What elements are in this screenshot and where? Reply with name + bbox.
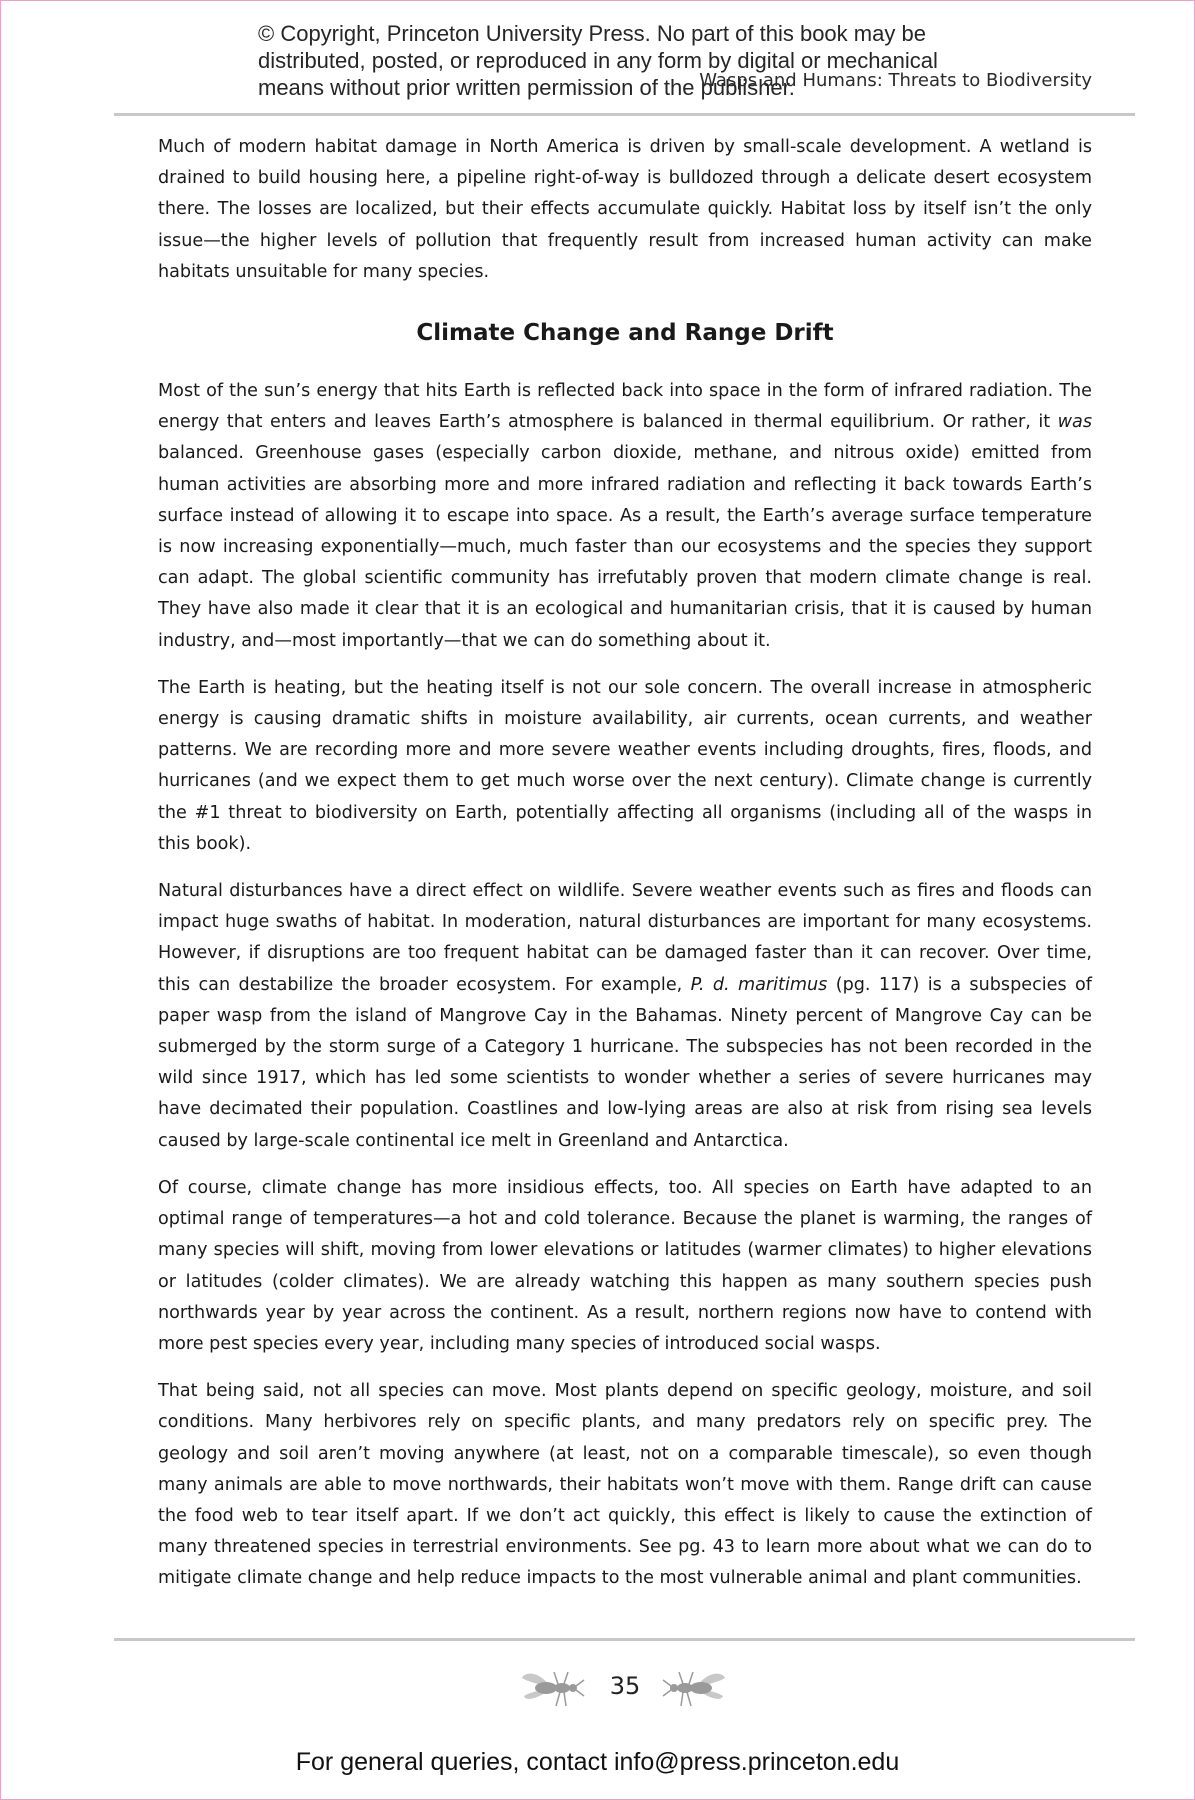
paragraph-text: (pg. 117) is a subspecies of paper wasp from the island of Mangrove Cay in the Bahamas. Ninety percent of Mangrove Cay can be submerged by the storm surge of a Category 1 hurricane. The subspecies has not been recorded in the wild since 1917, which has led some scientists to wonder whether a series of severe hurricanes may have decimated their population. Coastlines and low-lying areas are also at risk from rising sea levels caused by large-scale continental ice melt in Greenland and Antarctica. — [158, 974, 1092, 1151]
paragraph-heating: The Earth is heating, but the heating itself is not our sole concern. The overall increase in atmospheric energy is causing dramatic shifts in moisture availability, air currents, ocean currents, and weather patterns. We are recording more and more severe weather events including droughts, fires, floods, and hurricanes (and we expect them to get much worse over the next century). Climate change is currently the #1 threat to biodiversity on Earth, potentially affecting all organisms (including all of the wasps in this book). — [158, 677, 1092, 854]
body-text — [158, 132, 1092, 1611]
species-name: P. d. maritimus — [690, 974, 828, 995]
contact-line: For general queries, contact info@press.princeton.edu — [295, 1748, 900, 1776]
copyright-line: © Copyright, Princeton University Press. No part of this book may be — [258, 21, 926, 46]
emphasis-text: was — [1057, 412, 1092, 433]
wasp-icon — [661, 1664, 727, 1718]
copyright-line: distributed, posted, or reproduced in any form by digital or mechanical — [258, 48, 938, 73]
paragraph-range-shift: Of course, climate change has more insidious effects, too. All species on Earth have adapted to an optimal range of temperatures—a hot and cold tolerance. Because the planet is warming, the ranges of many species will shift, moving from lower elevations or latitudes (warmer climates) to higher elevations or latitudes (colder climates). We are already watching this happen as many southern species push northwards year by year across the continent. As a result, northern regions now have to contend with more pest species every year, including many species of introduced social wasps. — [158, 1177, 1092, 1354]
header-rule — [114, 113, 1135, 116]
paragraph-text: Most of the sun’s energy that hits Earth is reflected back into space in the form of infrared radiation. The energy that enters and leaves Earth’s atmosphere is balanced in thermal equilibrium. Or rather, it — [158, 381, 1092, 433]
page-footer — [0, 1658, 1195, 1718]
paragraph-text: Natural disturbances have a direct effect on wildlife. Severe weather events such as fires and floods can impact huge swaths of habitat. In moderation, natural disturbances are important for many ecosystems. However, if disruptions are too frequent habitat can be damaged faster than it can recover. Over time, this can destabilize the broader ecosystem. For example, — [158, 881, 1092, 995]
copyright-line: means without prior written permission of the publisher. — [258, 75, 795, 100]
running-head: Wasps and Humans: Threats to Biodiversity — [699, 70, 1092, 91]
intro-paragraph: Much of modern habitat damage in North America is driven by small-scale development. A wetland is drained to build housing here, a pipeline right-of-way is bulldozed through a delicate desert ecosystem there. The losses are localized, but their effects accumulate quickly. Habitat loss by itself isn’t the only issue—the higher levels of pollution that frequently result from increased human activity can make habitats unsuitable for many species. — [158, 137, 1092, 282]
footer-rule — [114, 1638, 1135, 1641]
paragraph-disturbances — [158, 876, 1092, 1157]
paragraph-climate-energy — [158, 376, 1092, 657]
section-heading: Climate Change and Range Drift — [416, 320, 834, 347]
paragraph-range-drift: That being said, not all species can move. Most plants depend on specific geology, moisture, and soil conditions. Many herbivores rely on specific plants, and many predators rely on specific prey. The geology and soil aren’t moving anywhere (at least, not on a comparable timescale), so even though many animals are able to move northwards, their habitats won’t move with them. Range drift can cause the food web to tear itself apart. If we don’t act quickly, this effect is likely to cause the extinction of many threatened species in terrestrial environments. See pg. 43 to learn more about what we can do to mitigate climate change and help reduce impacts to the most vulnerable animal and plant communities. — [158, 1381, 1092, 1589]
paragraph-text: balanced. Greenhouse gases (especially carbon dioxide, methane, and nitrous oxide) emitted from human activities are absorbing more and more infrared radiation and reflecting it back towards Earth’s surface instead of allowing it to escape into space. As a result, the Earth’s average surface temperature is now increasing exponentially—much, much faster than our ecosystems and the species they support can adapt. The global scientific community has irrefutably proven that modern climate change is real. They have also made it clear that it is an ecological and humanitarian crisis, that it is caused by human industry, and—most importantly—that we can do something about it. — [158, 443, 1092, 651]
wasp-icon — [520, 1664, 586, 1718]
page-number: 35 — [609, 1672, 641, 1700]
